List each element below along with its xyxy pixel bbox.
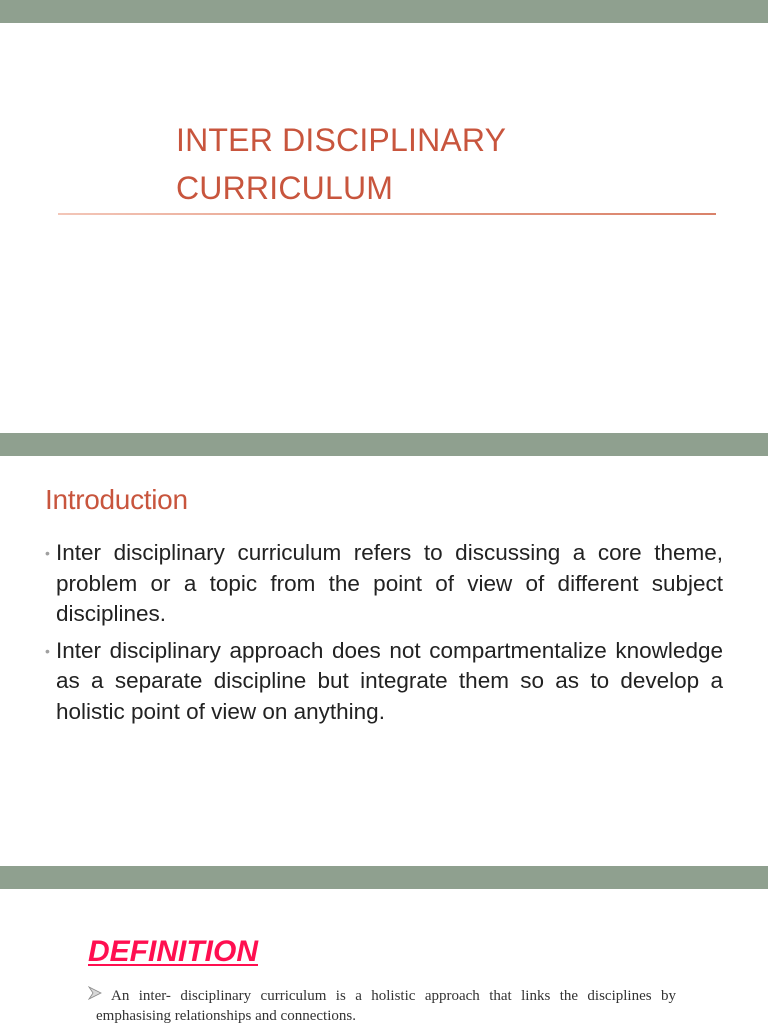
- title-line-2: CURRICULUM: [176, 170, 394, 206]
- title-line-1: INTER DISCIPLINARY: [176, 122, 507, 158]
- bullet-item: [45, 538, 723, 630]
- slide-title: [176, 116, 696, 212]
- definition-slide: [0, 866, 768, 1024]
- definition-text: An inter- disciplinary curriculum is a holistic approach that links the disciplines by emphasising relationships and connections.: [96, 988, 676, 1024]
- slide-top-band: [0, 433, 768, 456]
- title-slide: [0, 0, 768, 433]
- bullet-item: [45, 636, 723, 728]
- introduction-bullet-list: [45, 538, 723, 733]
- bullet-dot-icon: •: [45, 545, 50, 561]
- slide-top-band: [0, 0, 768, 23]
- introduction-slide: [0, 433, 768, 866]
- slide-top-band: [0, 866, 768, 889]
- bullet-text: Inter disciplinary approach does not compartmentalize knowledge as a separate discipline but integrate them so as to develop a holistic point of view on anything.: [56, 637, 723, 724]
- bullet-dot-icon: •: [45, 642, 50, 659]
- definition-heading: DEFINITION: [88, 935, 258, 968]
- introduction-heading: Introduction: [45, 484, 188, 515]
- title-underline-rule: [58, 213, 716, 215]
- bullet-text: Inter disciplinary curriculum refers to discussing a core theme, problem or a topic from the point of view of different subject disciplines.: [56, 540, 723, 626]
